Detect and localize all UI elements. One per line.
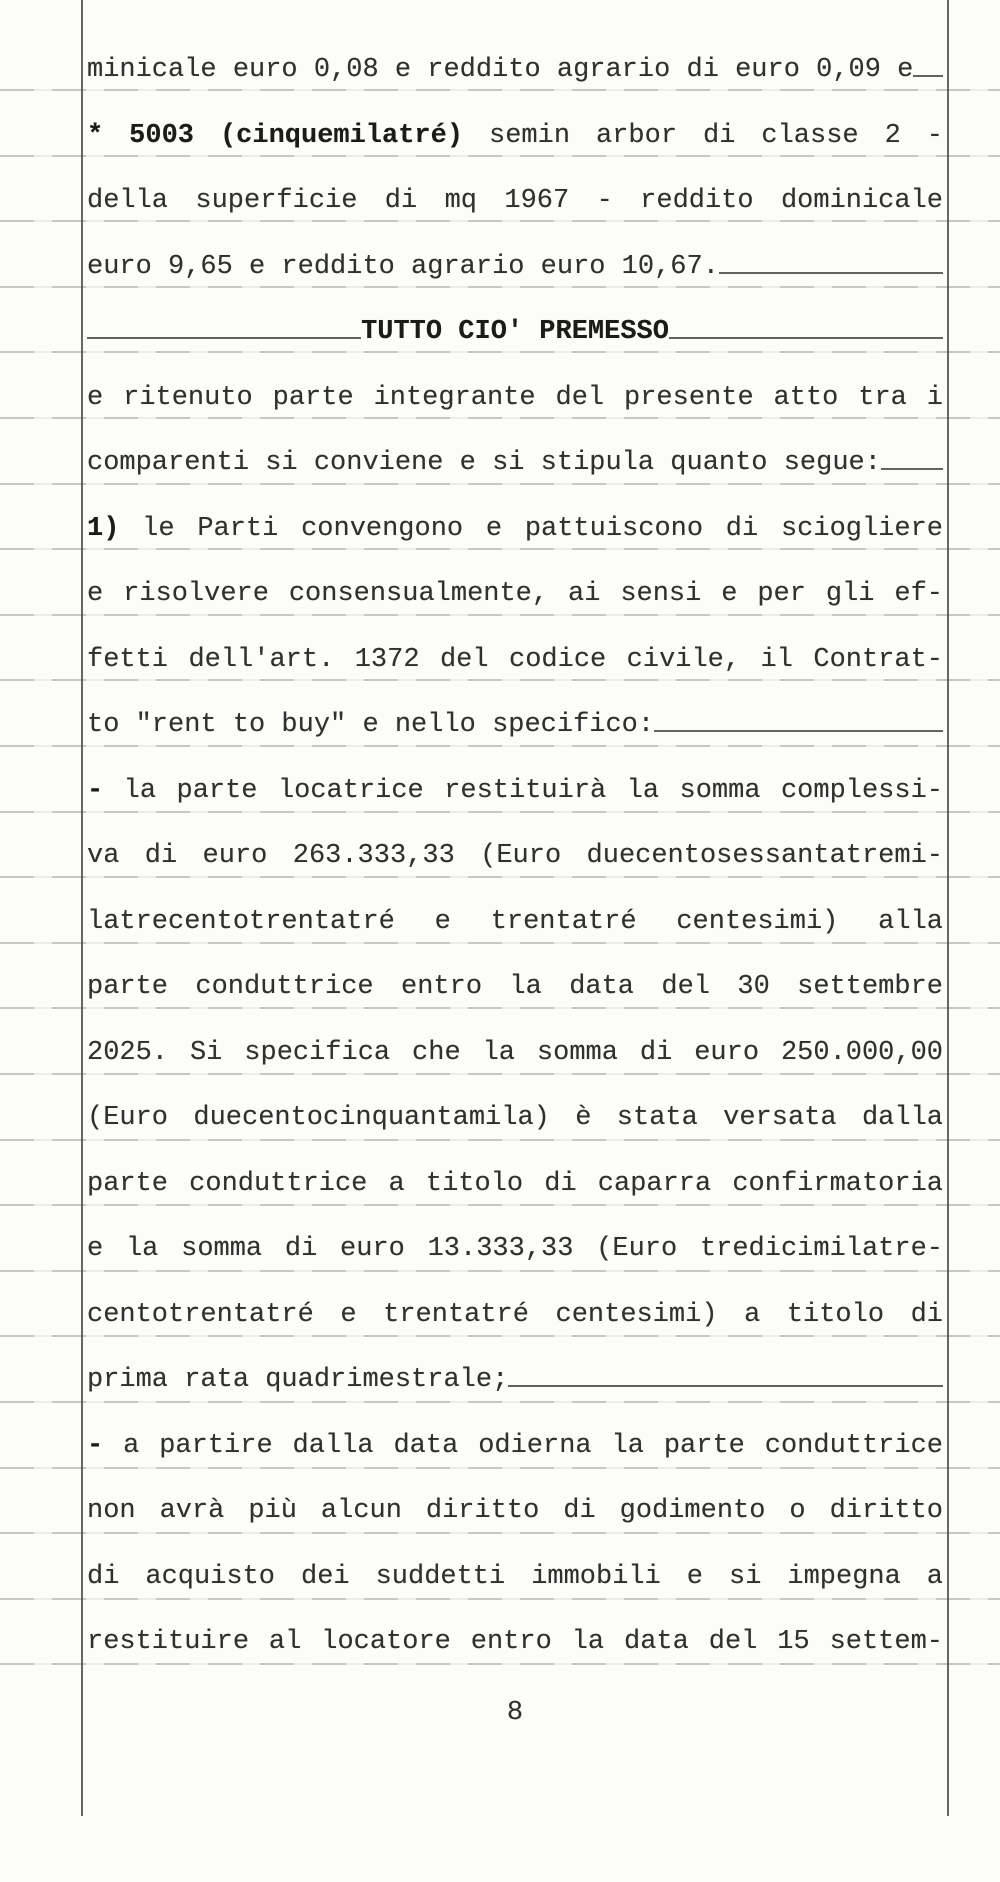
doc-line-text: le Parti convengono e pattuiscono di sciogliere bbox=[119, 513, 943, 544]
doc-line-text: parte conduttrice a titolo di caparra confirmatoria bbox=[87, 1168, 943, 1199]
doc-line-text: a partire dalla data odierna la parte conduttrice bbox=[103, 1430, 943, 1461]
doc-line-text: (Euro duecentocinquantamila) è stata versata dalla bbox=[87, 1103, 943, 1133]
doc-line-text: comparenti si conviene e si stipula quanto segue: bbox=[87, 448, 881, 478]
doc-line bbox=[87, 1096, 943, 1140]
doc-line bbox=[87, 572, 943, 616]
doc-line-text: 2025. Si specifica che la somma di euro 250.000,00 bbox=[87, 1037, 943, 1068]
doc-line bbox=[87, 507, 943, 551]
doc-line-text: di acquisto dei suddetti immobili e si impegna a bbox=[87, 1561, 943, 1592]
doc-line-text-bold: * 5003 (cinquemilatré) bbox=[87, 120, 464, 151]
doc-line bbox=[87, 376, 943, 420]
doc-line-text: e ritenuto parte integrante del presente atto tra i bbox=[87, 382, 943, 413]
doc-line bbox=[87, 245, 943, 289]
filler-line bbox=[719, 272, 943, 274]
doc-line-text: e la somma di euro 13.333,33 (Euro tredicimilatre- bbox=[87, 1234, 943, 1264]
doc-line-text: euro 9,65 e reddito agrario euro 10,67. bbox=[87, 251, 719, 282]
right-margin-rule bbox=[947, 0, 949, 1816]
doc-line-text: centotrentatré e trentatré centesimi) a titolo di bbox=[87, 1299, 943, 1330]
doc-line-number-bold: 1) bbox=[87, 513, 120, 544]
doc-line-text: minicale euro 0,08 e reddito agrario di euro 0,09 e bbox=[87, 55, 914, 85]
page-number: 8 bbox=[506, 1698, 524, 1728]
doc-line-text: latrecentotrentatré e trentatré centesimi) alla bbox=[87, 906, 943, 937]
section-heading-text: TUTTO CIO' PREMESSO bbox=[361, 317, 669, 347]
filler-line bbox=[669, 337, 943, 339]
doc-line bbox=[87, 1620, 943, 1664]
doc-line bbox=[87, 48, 943, 92]
filler-line bbox=[654, 730, 943, 732]
doc-line bbox=[87, 965, 943, 1009]
doc-line-text: non avrà più alcun diritto di godimento o diritto bbox=[87, 1496, 943, 1526]
doc-line bbox=[87, 441, 943, 485]
doc-line bbox=[87, 1162, 943, 1206]
filler-line bbox=[508, 1385, 943, 1387]
doc-line-text: semin arbor di classe 2 - bbox=[463, 120, 943, 151]
doc-line-text: to "rent to buy" e nello specifico: bbox=[87, 710, 655, 740]
doc-line-dash-bold: - bbox=[87, 1430, 104, 1461]
doc-line-text: restituire al locatore entro la data del 15 settem- bbox=[87, 1627, 943, 1657]
filler-line bbox=[87, 337, 361, 339]
doc-line bbox=[87, 1293, 943, 1337]
doc-line-text: la parte locatrice restituirà la somma complessi- bbox=[103, 775, 943, 806]
filler-line bbox=[913, 75, 943, 77]
doc-line bbox=[87, 1555, 943, 1599]
doc-line bbox=[87, 703, 943, 747]
doc-line bbox=[87, 179, 943, 223]
doc-line bbox=[87, 1489, 943, 1533]
doc-line bbox=[87, 114, 943, 158]
doc-line bbox=[87, 1358, 943, 1402]
section-heading bbox=[87, 310, 943, 354]
doc-line-text: della superficie di mq 1967 - reddito dominicale bbox=[87, 186, 943, 216]
doc-line bbox=[87, 638, 943, 682]
doc-line-text: parte conduttrice entro la data del 30 settembre bbox=[87, 972, 943, 1002]
doc-line-text: fetti dell'art. 1372 del codice civile, il Contrat- bbox=[87, 644, 943, 675]
doc-line bbox=[87, 900, 943, 944]
left-margin-rule bbox=[81, 0, 83, 1816]
doc-line-text: va di euro 263.333,33 (Euro duecentosessantatremi- bbox=[87, 841, 943, 871]
doc-line bbox=[87, 1227, 943, 1271]
doc-line-text: e risolvere consensualmente, ai sensi e per gli ef- bbox=[87, 579, 943, 609]
doc-line-dash-bold: - bbox=[87, 775, 104, 806]
doc-line bbox=[87, 834, 943, 878]
filler-line bbox=[881, 468, 943, 470]
doc-line bbox=[87, 1031, 943, 1075]
doc-line bbox=[87, 769, 943, 813]
doc-line-text: prima rata quadrimestrale; bbox=[87, 1365, 509, 1395]
doc-line bbox=[87, 1424, 943, 1468]
